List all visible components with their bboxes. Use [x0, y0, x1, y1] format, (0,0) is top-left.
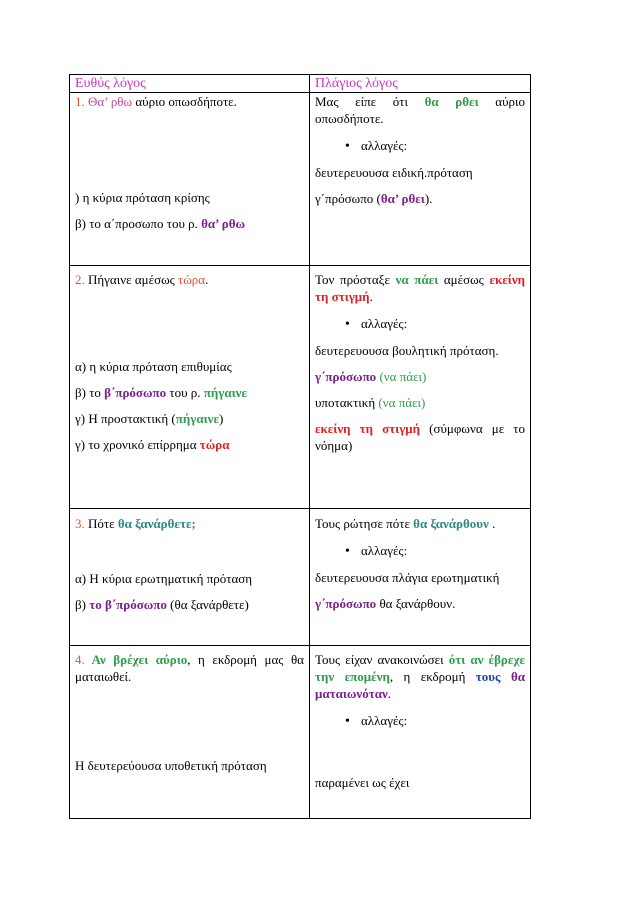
analysis-note: [315, 595, 525, 612]
verb-highlight: πήγαινε: [203, 385, 248, 400]
person-highlight: γ΄πρόσωπο: [315, 369, 377, 384]
analysis-note: παραμένει ως έχει: [315, 775, 410, 790]
indirect-sentence: [315, 515, 525, 532]
row-number: 3.: [75, 516, 85, 531]
sentence-text: .: [205, 272, 209, 287]
sentence-text: αμέσως: [438, 272, 490, 287]
analysis-note: δευτερευουσα ειδική.πρόταση: [315, 165, 473, 180]
header-direct-speech: Ευθύς λόγος: [70, 75, 310, 93]
bullet-label: αλλαγές:: [361, 138, 408, 153]
indirect-cell-2: [310, 266, 531, 509]
bullet-label: αλλαγές:: [361, 316, 408, 331]
header-row: [70, 75, 531, 93]
note-text: ): [219, 411, 224, 426]
sentence-text: Τους ρώτησε πότε: [315, 516, 414, 531]
verb-highlight: Θα’ ρθω: [88, 94, 133, 109]
table-row: [70, 93, 531, 266]
verb-highlight: θα’ ρθω: [201, 216, 246, 231]
analysis-note: [75, 215, 304, 232]
bullet-label: αλλαγές:: [361, 713, 408, 728]
verb-highlight: θα ξανάρθουν: [413, 516, 489, 531]
verb-highlight: (να πάει): [376, 369, 427, 384]
row-number: 1.: [75, 94, 85, 109]
verb-highlight: θα’ ρθει: [380, 191, 425, 206]
sentence-text: Μας είπε ότι: [315, 94, 425, 109]
analysis-note: [75, 436, 304, 453]
indirect-sentence: [315, 651, 525, 702]
analysis-note: α) Η κύρια ερωτηματική πρόταση: [75, 571, 253, 586]
analysis-note: [315, 368, 525, 385]
sentence-text: , η εκδρομή: [389, 669, 476, 684]
direct-sentence: [75, 515, 304, 532]
changes-bullet: [345, 137, 525, 155]
analysis-note: [75, 384, 304, 401]
indirect-sentence: [315, 271, 525, 305]
note-text: του ρ.: [166, 385, 204, 400]
bullet-icon: •: [345, 139, 350, 154]
sentence-text: αύριο οπωσδήποτε.: [132, 94, 237, 109]
analysis-note: δευτερευουσα πλάγια ερωτηματική: [315, 570, 500, 585]
analysis-note: α) η κύρια πρόταση επιθυμίας: [75, 359, 232, 374]
grammar-table: [69, 74, 531, 819]
table-row: [70, 266, 531, 509]
note-text: υποτακτική: [315, 395, 379, 410]
bullet-icon: •: [345, 544, 350, 559]
indirect-sentence: [315, 93, 525, 127]
row-number: 4.: [75, 652, 85, 667]
analysis-note: [75, 596, 304, 613]
verb-highlight: θα ματαιωνόταν: [315, 669, 525, 701]
adverb-highlight: εκείνη τη στιγμή: [315, 421, 421, 436]
note-text: β) το: [75, 385, 105, 400]
sentence-text: Πήγαινε αμέσως: [84, 272, 179, 287]
changes-bullet: [345, 542, 525, 560]
sentence-text: Τους είχαν ανακοινώσει: [315, 652, 449, 667]
verb-highlight: πήγαινε: [175, 411, 219, 426]
person-highlight: γ΄πρόσωπο: [315, 596, 377, 611]
direct-cell-3: [70, 509, 310, 646]
bullet-icon: •: [345, 714, 350, 729]
person-highlight: β΄πρόσωπο: [104, 385, 167, 400]
sentence-text: Πότε: [84, 516, 118, 531]
analysis-note: Η δευτερεύουσα υποθετική πρόταση: [75, 758, 267, 773]
direct-cell-1: [70, 93, 310, 266]
note-text: ).: [424, 191, 433, 206]
sentence-text: .: [488, 516, 496, 531]
direct-cell-2: [70, 266, 310, 509]
verb-highlight: θα ρθει: [424, 94, 479, 109]
note-text: β) το α΄προσωπο του ρ.: [75, 216, 202, 231]
direct-cell-4: [70, 646, 310, 819]
changes-bullet: [345, 712, 525, 730]
note-text: (σύμφωνα με το νόημα): [315, 421, 525, 453]
pronoun-highlight: τους: [475, 669, 501, 684]
analysis-note: [315, 394, 525, 411]
changes-bullet: [345, 315, 525, 333]
note-text: (θα ξανάρθετε): [166, 597, 249, 612]
verb-highlight: θα ξανάρθετε;: [117, 516, 196, 531]
sentence-text: .: [369, 289, 373, 304]
clause-highlight: Αν βρέχει αύριο: [84, 652, 188, 667]
header-indirect-speech: Πλάγιος λόγος: [310, 75, 531, 93]
sentence-text: αύριο οπωσδήποτε.: [315, 94, 526, 126]
table-row: [70, 646, 531, 819]
direct-sentence: [75, 271, 304, 288]
adverb-highlight: τώρα: [178, 272, 206, 287]
adverb-highlight: τώρα: [199, 437, 230, 452]
direct-sentence: [75, 93, 304, 110]
analysis-note: [315, 420, 525, 454]
note-text: γ) το χρονικό επίρρημα: [75, 437, 200, 452]
note-text: β): [75, 597, 90, 612]
sentence-text: Τον πρόσταξε: [315, 272, 396, 287]
sentence-text: .: [387, 686, 392, 701]
indirect-cell-1: [310, 93, 531, 266]
clause-highlight: ότι αν έβρεχε την επομένη: [315, 652, 526, 684]
note-text: γ΄πρόσωπο (: [315, 191, 381, 206]
table-row: [70, 509, 531, 646]
note-text: θα ξανάρθουν.: [376, 596, 456, 611]
analysis-note: [75, 410, 304, 427]
bullet-label: αλλαγές:: [361, 543, 408, 558]
analysis-note: δευτερευουσα βουλητική πρόταση.: [315, 343, 499, 358]
analysis-note: [315, 190, 525, 207]
person-highlight: το β΄πρόσωπο: [89, 597, 167, 612]
direct-sentence: [75, 651, 304, 685]
indirect-cell-3: [310, 509, 531, 646]
sentence-text: , η εκδρομή μας θα ματαιωθεί.: [75, 652, 304, 684]
bullet-icon: •: [345, 317, 350, 332]
adverb-highlight: εκείνη τη στιγμή: [315, 272, 526, 304]
row-number: 2.: [75, 272, 85, 287]
indirect-cell-4: [310, 646, 531, 819]
verb-highlight: (να πάει): [378, 395, 426, 410]
analysis-note: ) η κύρια πρόταση κρίσης: [75, 190, 210, 205]
note-text: γ) Η προστακτική (: [75, 411, 176, 426]
verb-highlight: να πάει: [395, 272, 439, 287]
